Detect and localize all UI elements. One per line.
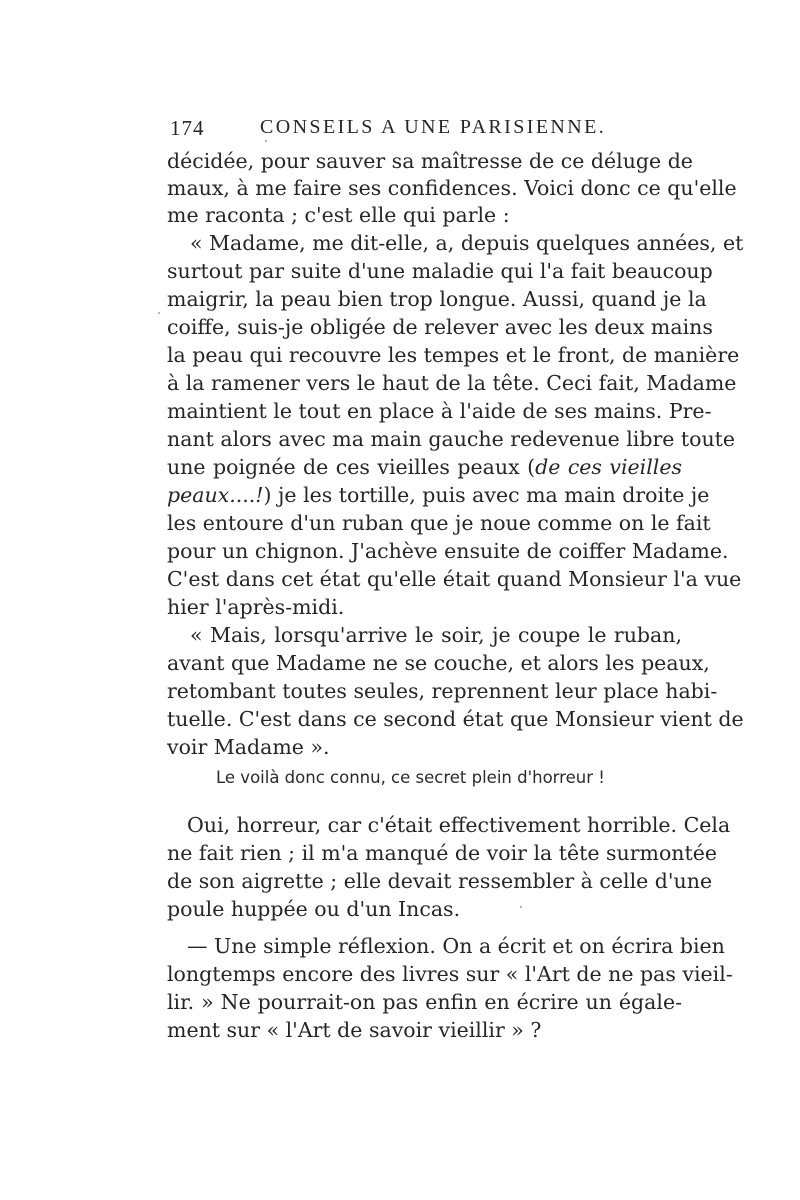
text-line-with-italic bbox=[167, 482, 710, 509]
verse-quotation: Le voilà donc connu, ce secret plein d'horreur ! bbox=[216, 768, 605, 787]
text-line: — Une simple réflexion. On a écrit et on écrira bien bbox=[187, 934, 725, 958]
print-speck bbox=[158, 312, 160, 314]
print-speck bbox=[265, 140, 267, 142]
text-line: « Mais, lorsqu'arrive le soir, je coupe le ruban, bbox=[190, 623, 682, 647]
text-line: ne fait rien ; il m'a manqué de voir la tête surmontée bbox=[167, 841, 718, 865]
text-line: poule huppée ou d'un Incas. bbox=[167, 897, 461, 921]
text-line: « Madame, me dit-elle, a, depuis quelques années, et bbox=[190, 231, 744, 255]
text-segment: ) je les tortille, puis avec ma main droite je bbox=[263, 483, 710, 507]
text-line: maintient le tout en place à l'aide de ses mains. Pre- bbox=[167, 399, 712, 423]
text-line: les entoure d'un ruban que je noue comme on le fait bbox=[167, 511, 711, 535]
text-segment: une poignée de ces vieilles peaux ( bbox=[167, 455, 536, 479]
text-line: hier l'après-midi. bbox=[167, 595, 345, 619]
text-line: la peau qui recouvre les tempes et le front, de manière bbox=[167, 343, 740, 367]
text-line: C'est dans cet état qu'elle était quand Monsieur l'a vue bbox=[167, 567, 742, 591]
text-line: décidée, pour sauver sa maîtresse de ce déluge de bbox=[167, 149, 693, 173]
print-speck bbox=[520, 906, 522, 908]
text-line: à la ramener vers le haut de la tête. Ceci fait, Madame bbox=[167, 371, 737, 395]
page-number: 174 bbox=[170, 116, 205, 140]
text-line: maigrir, la peau bien trop longue. Aussi, quand je la bbox=[167, 287, 707, 311]
text-line: ment sur « l'Art de savoir vieillir » ? bbox=[167, 1018, 542, 1042]
text-line: pour un chignon. J'achève ensuite de coiffer Madame. bbox=[167, 539, 729, 563]
text-line: retombant toutes seules, reprennent leur place habi- bbox=[167, 679, 718, 703]
text-line: de son aigrette ; elle devait ressembler à celle d'une bbox=[167, 869, 713, 893]
text-line: avant que Madame ne se couche, et alors les peaux, bbox=[167, 651, 710, 675]
text-line: voir Madame ». bbox=[167, 735, 330, 759]
text-line-with-italic bbox=[167, 454, 682, 481]
text-line: Oui, horreur, car c'était effectivement horrible. Cela bbox=[187, 813, 731, 837]
text-line: longtemps encore des livres sur « l'Art de ne pas vieil- bbox=[167, 962, 733, 986]
text-line: lir. » Ne pourrait-on pas enfin en écrire un égale- bbox=[167, 990, 682, 1014]
text-line: me raconta ; c'est elle qui parle : bbox=[167, 203, 510, 227]
text-line: surtout par suite d'une maladie qui l'a fait beaucoup bbox=[167, 259, 713, 283]
italic-text: de ces vieilles bbox=[535, 455, 682, 479]
text-line: maux, à me faire ses confidences. Voici donc ce qu'elle bbox=[167, 176, 737, 200]
italic-text: peaux....! bbox=[167, 483, 264, 507]
text-line: tuelle. C'est dans ce second état que Monsieur vient de bbox=[167, 707, 744, 731]
text-line: coiffe, suis-je obligée de relever avec les deux mains bbox=[167, 315, 713, 339]
text-line: nant alors avec ma main gauche redevenue libre toute bbox=[167, 427, 736, 451]
running-head: CONSEILS A UNE PARISIENNE. bbox=[260, 116, 607, 138]
page-header bbox=[170, 116, 685, 146]
